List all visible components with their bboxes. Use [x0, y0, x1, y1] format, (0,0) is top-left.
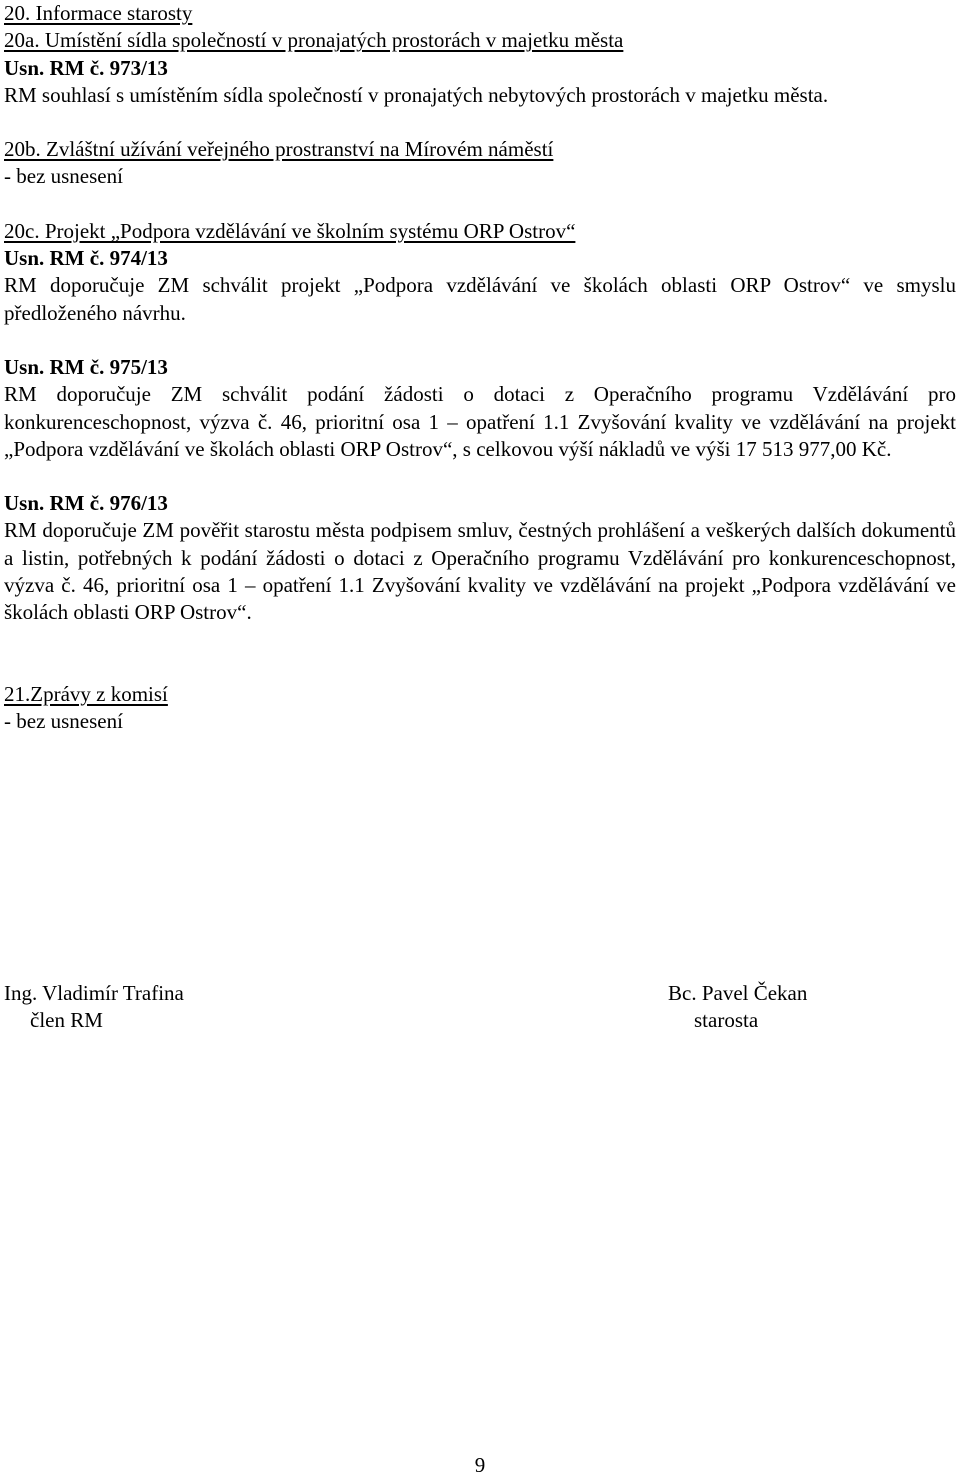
page-number: 9 [474, 1453, 486, 1477]
signature-left-name: Ing. Vladimír Trafina [4, 981, 184, 1005]
resolution-975-text: RM doporučuje ZM schválit podání žádosti o dotaci z Operačního programu Vzdělávání pro konkurenceschopnost, výzva č. 46, prioritní osa 1 – opatření 1.1 Zvyšování kvality ve vzdělávání na projekt „Podpora vzdělávání ve školách oblasti ORP Ostrov“, s celkovou výší nákladů ve výši 17 513 977,00 Kč. [4, 382, 956, 461]
resolution-974-text: RM doporučuje ZM schválit projekt „Podpora vzdělávání ve školách oblasti ORP Ostrov“ ve smyslu předloženého návrhu. [4, 273, 956, 325]
signature-right [668, 980, 807, 1035]
resolution-973-number: Usn. RM č. 973/13 [4, 55, 168, 80]
section-20c-heading: 20c. Projekt „Podpora vzdělávání ve školním systému ORP Ostrov“ [4, 218, 576, 243]
signature-right-role: starosta [694, 1008, 759, 1033]
resolution-973-text: RM souhlasí s umístěním sídla společností v pronajatých nebytových prostorách v majetku města. [4, 82, 829, 107]
signature-right-name: Bc. Pavel Čekan [668, 981, 808, 1005]
section-20-heading: 20. Informace starosty [4, 1, 193, 25]
document-page [4, 0, 956, 735]
resolution-976-number: Usn. RM č. 976/13 [4, 491, 168, 516]
section-21-heading: 21.Zprávy z komisí [4, 681, 168, 706]
resolution-975-number: Usn. RM č. 975/13 [4, 354, 168, 379]
section-20b-note: - bez usnesení [4, 164, 123, 189]
section-20b-heading: 20b. Zvláštní užívání veřejného prostranství na Mírovém náměstí [4, 137, 554, 162]
signature-left [4, 980, 184, 1035]
resolution-976-text: RM doporučuje ZM pověřit starostu města podpisem smluv, čestných prohlášení a veškerých dalších dokumentů a listin, potřebných k podání žádosti o dotaci z Operačního programu Vzdělávání pro konkurenceschopnost, výzva č. 46, prioritní osa 1 – opatření 1.1 Zvyšování kvality ve vzdělávání na projekt „Podpora vzdělávání ve školách oblasti ORP Ostrov“. [4, 518, 956, 625]
signature-left-role: člen RM [30, 1008, 103, 1033]
section-21-note: - bez usnesení [4, 708, 123, 733]
resolution-974-number: Usn. RM č. 974/13 [4, 246, 168, 271]
section-20a-heading: 20a. Umístění sídla společností v pronajatých prostorách v majetku města [4, 28, 624, 53]
